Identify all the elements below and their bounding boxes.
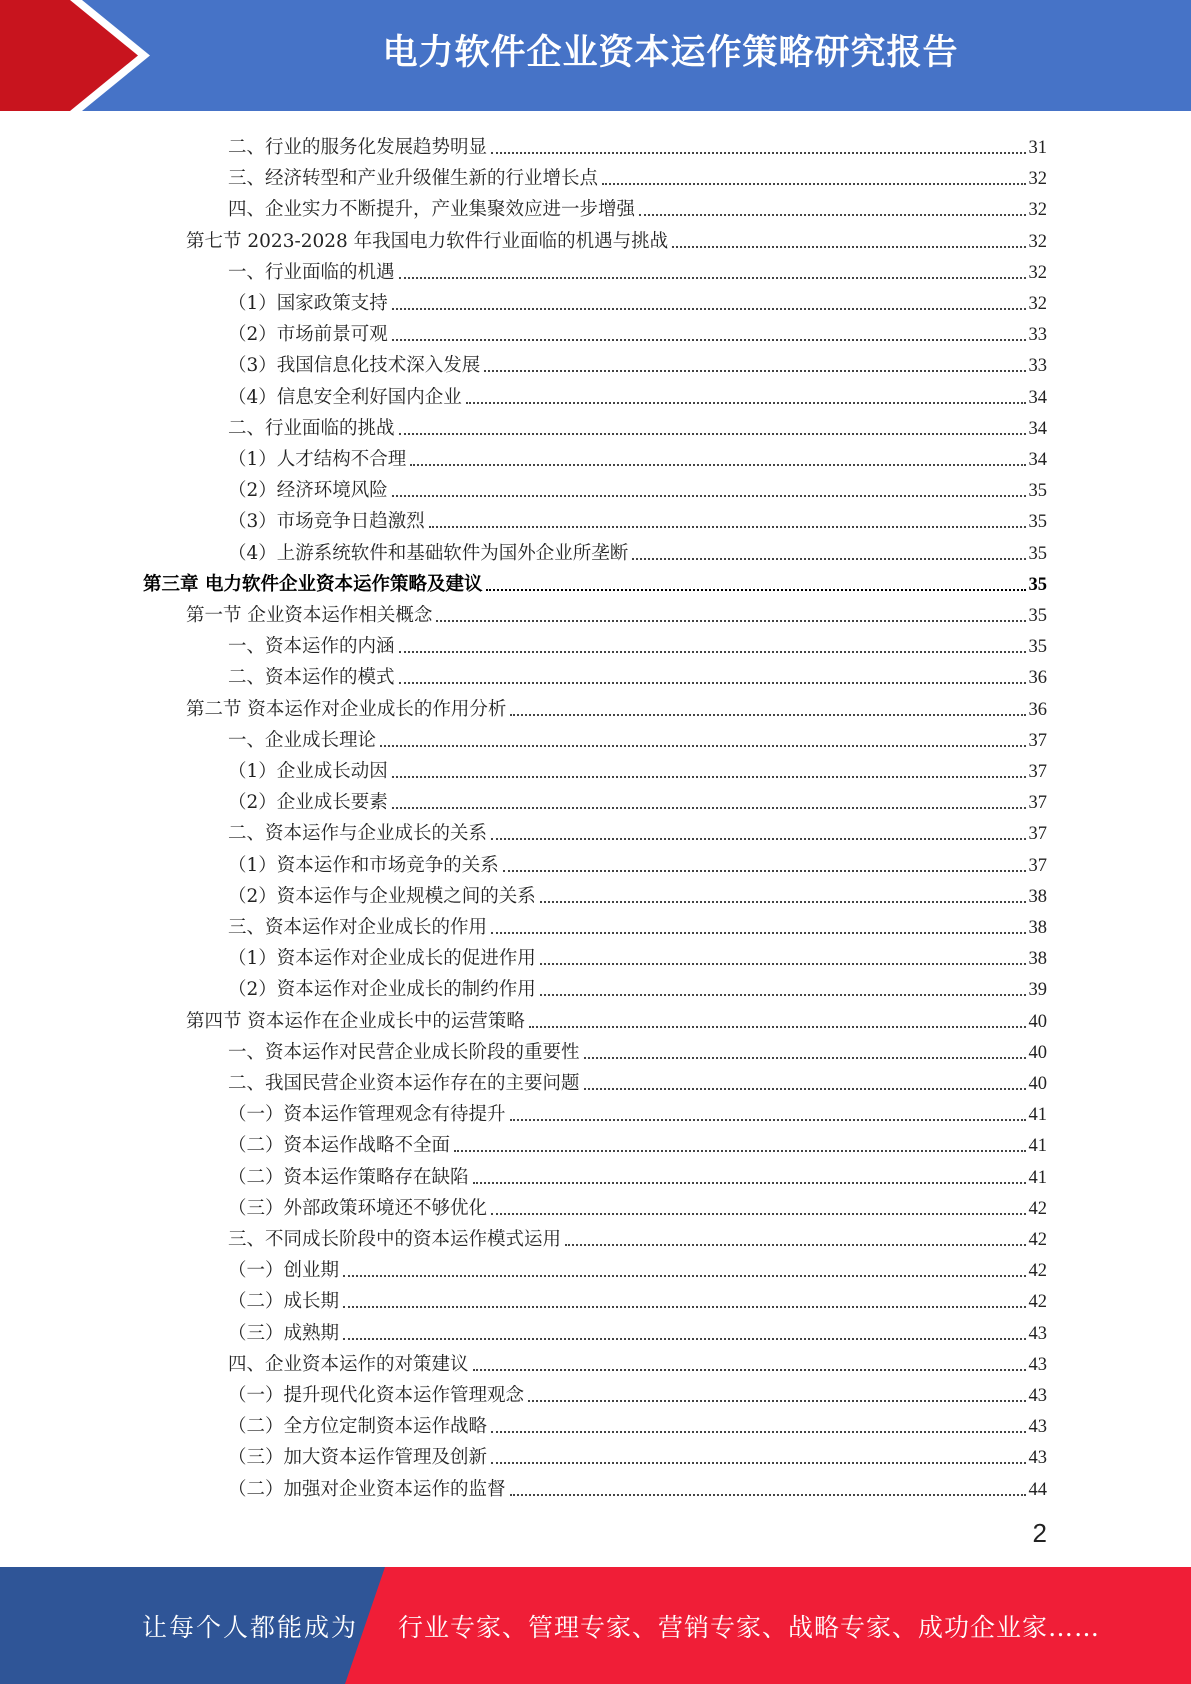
toc-entry-title: 二、资本运作与企业成长的关系 [228, 823, 488, 845]
toc-entry[interactable] [228, 409, 1047, 440]
toc-page-number: 43 [1028, 1323, 1047, 1344]
toc-entry[interactable] [228, 846, 1047, 877]
toc-entry[interactable] [228, 908, 1047, 939]
toc-entry-title: （二）全方位定制资本运作战略 [228, 1416, 488, 1438]
toc-page-number: 35 [1028, 481, 1047, 502]
toc-entry-title: （1）资本运作和市场竞争的关系 [228, 854, 499, 876]
toc-entry-title: （三）加大资本运作管理及创新 [228, 1447, 488, 1469]
toc-entry-title: 第四节 资本运作在企业成长中的运营策略 [186, 1010, 525, 1032]
toc-entry-title: （1）资本运作对企业成长的促进作用 [228, 948, 536, 970]
toc-entry[interactable] [228, 1126, 1047, 1157]
toc-entry[interactable] [228, 1158, 1047, 1189]
toc-dot-leader [565, 1244, 1025, 1246]
toc-page-number: 36 [1028, 668, 1047, 689]
toc-page-number: 44 [1028, 1479, 1047, 1500]
toc-page-number: 42 [1028, 1198, 1047, 1219]
toc-entry-title: （4）上游系统软件和基础软件为国外企业所垄断 [228, 542, 629, 564]
toc-page-number: 43 [1028, 1354, 1047, 1375]
toc-entry[interactable] [228, 502, 1047, 533]
toc-dot-leader [399, 277, 1026, 279]
toc-entry-title: 第三章 电力软件企业资本运作策略及建议 [143, 573, 483, 595]
toc-page-number: 43 [1028, 1417, 1047, 1438]
toc-entry-title: （1）国家政策支持 [228, 293, 388, 314]
toc-entry-title: 第一节 企业资本运作相关概念 [186, 605, 433, 626]
toc-entry[interactable] [228, 346, 1047, 377]
toc-entry[interactable] [228, 627, 1047, 658]
toc-entry[interactable] [228, 1189, 1047, 1220]
toc-dot-leader [503, 870, 1026, 872]
toc-dot-leader [436, 620, 1025, 622]
toc-page-number: 40 [1028, 1074, 1047, 1094]
toc-entry[interactable] [228, 534, 1047, 565]
toc-section[interactable] [186, 222, 1047, 253]
toc-entry[interactable] [228, 1470, 1047, 1501]
toc-page-number: 35 [1028, 637, 1047, 658]
toc-page-number: 40 [1028, 1011, 1047, 1032]
toc-entry[interactable] [228, 1033, 1047, 1064]
toc-page-number: 37 [1028, 793, 1047, 814]
toc-dot-leader [410, 464, 1025, 466]
toc-entry[interactable] [228, 128, 1047, 159]
toc-entry[interactable] [228, 1345, 1047, 1376]
toc-dot-leader [343, 1306, 1025, 1308]
toc-dot-leader [454, 1150, 1025, 1152]
toc-dot-leader [473, 1369, 1026, 1371]
toc-page-number: 43 [1028, 1448, 1047, 1469]
toc-section[interactable] [186, 1002, 1047, 1033]
toc-entry[interactable] [228, 1376, 1047, 1407]
toc-dot-leader [466, 402, 1026, 404]
toc-entry-title: （二）资本运作战略不全面 [228, 1135, 451, 1157]
toc-dot-leader [491, 838, 1025, 840]
toc-entry-title: （4）信息安全利好国内企业 [228, 386, 462, 408]
toc-page-number: 32 [1028, 200, 1047, 221]
toc-entry-title: （一）提升现代化资本运作管理观念 [228, 1385, 525, 1406]
toc-entry[interactable] [228, 1407, 1047, 1438]
toc-chapter[interactable] [143, 565, 1047, 596]
toc-page-number: 37 [1028, 730, 1047, 751]
header-arrow-icon [0, 0, 140, 111]
toc-dot-leader [392, 308, 1026, 310]
toc-entry-title: （2）市场前景可观 [228, 324, 388, 346]
toc-dot-leader [491, 1462, 1025, 1464]
toc-dot-leader [392, 807, 1026, 809]
footer-slogan-left: 让每个人都能成为 [142, 1613, 359, 1642]
toc-entry[interactable] [228, 814, 1047, 845]
toc-page-number: 37 [1028, 762, 1047, 782]
toc-page-number: 37 [1028, 855, 1047, 876]
toc-entry-title: （2）资本运作对企业成长的制约作用 [228, 979, 536, 1001]
toc-dot-leader [639, 214, 1025, 216]
toc-dot-leader [491, 152, 1025, 154]
toc-entry-title: 二、我国民营企业资本运作存在的主要问题 [228, 1073, 580, 1094]
toc-entry-title: 二、行业面临的挑战 [228, 417, 395, 439]
toc-entry[interactable] [228, 315, 1047, 346]
toc-entry[interactable] [228, 783, 1047, 814]
toc-dot-leader [540, 963, 1026, 965]
toc-entry-title: 一、企业成长理论 [228, 729, 377, 751]
toc-dot-leader [540, 901, 1026, 903]
toc-dot-leader [510, 714, 1025, 716]
toc-dot-leader [510, 1494, 1026, 1496]
toc-dot-leader [602, 183, 1025, 185]
toc-entry[interactable] [228, 471, 1047, 502]
toc-dot-leader [399, 433, 1026, 435]
footer-slogan-right: 行业专家、管理专家、营销专家、战略专家、成功企业家…… [398, 1613, 1101, 1642]
toc-page-number: 42 [1028, 1230, 1047, 1250]
toc-dot-leader [343, 1338, 1025, 1340]
toc-dot-leader [392, 776, 1026, 778]
toc-entry-title: （一）创业期 [228, 1260, 340, 1282]
toc-dot-leader [584, 1057, 1026, 1059]
page-footer [0, 1567, 1191, 1684]
toc-entry-title: 二、行业的服务化发展趋势明显 [228, 137, 488, 158]
toc-entry[interactable] [228, 1064, 1047, 1095]
toc-section[interactable] [186, 596, 1047, 627]
toc-dot-leader [528, 1400, 1025, 1402]
toc-page-number: 39 [1028, 980, 1047, 1001]
toc-entry[interactable] [228, 752, 1047, 783]
toc-page-number: 41 [1028, 1167, 1047, 1188]
toc-dot-leader [491, 932, 1025, 934]
toc-page-number: 38 [1028, 949, 1047, 970]
toc-entry-title: （三）外部政策环境还不够优化 [228, 1197, 488, 1219]
toc-page-number: 32 [1028, 294, 1047, 314]
toc-page-number: 41 [1028, 1136, 1047, 1157]
toc-entry-title: 二、资本运作的模式 [228, 667, 395, 689]
toc-page-number: 33 [1028, 325, 1047, 346]
toc-page-number: 43 [1028, 1386, 1047, 1406]
toc-entry[interactable] [228, 970, 1047, 1001]
toc-dot-leader [343, 1275, 1025, 1277]
toc-entry-title: （2）经济环境风险 [228, 480, 388, 502]
toc-entry-title: （二）加强对企业资本运作的监督 [228, 1478, 506, 1500]
toc-entry-title: （1）企业成长动因 [228, 761, 388, 782]
toc-entry-title: （2）企业成长要素 [228, 792, 388, 814]
toc-entry[interactable] [228, 284, 1047, 315]
toc-section[interactable] [186, 690, 1047, 721]
toc-entry[interactable] [228, 939, 1047, 970]
toc-dot-leader [380, 745, 1025, 747]
toc-page-number: 34 [1028, 418, 1047, 439]
toc-entry[interactable] [228, 877, 1047, 908]
page-number: 2 [1032, 1518, 1047, 1548]
toc-entry[interactable] [228, 658, 1047, 689]
toc-page-number: 32 [1028, 169, 1047, 190]
toc-page-number: 38 [1028, 918, 1047, 938]
toc-entry[interactable] [228, 253, 1047, 284]
toc-page-number: 38 [1028, 886, 1047, 907]
toc-dot-leader [392, 339, 1026, 341]
toc-page-number: 35 [1028, 606, 1047, 626]
toc-page-number: 35 [1028, 543, 1047, 564]
toc-entry-title: 四、企业资本运作的对策建议 [228, 1353, 469, 1375]
toc-entry-title: 三、经济转型和产业升级催生新的行业增长点 [228, 168, 599, 190]
toc-dot-leader [392, 495, 1026, 497]
toc-entry-title: （1）人才结构不合理 [228, 449, 407, 470]
toc-dot-leader [529, 1026, 1026, 1028]
toc-page-number: 42 [1028, 1292, 1047, 1313]
toc-entry-title: （二）资本运作策略存在缺陷 [228, 1166, 469, 1188]
toc-entry-title: 第二节 资本运作对企业成长的作用分析 [186, 698, 507, 720]
toc-page-number: 32 [1028, 231, 1047, 252]
toc-dot-leader [672, 246, 1025, 248]
toc-dot-leader [484, 370, 1025, 372]
toc-dot-leader [491, 1213, 1025, 1215]
toc-entry[interactable] [228, 378, 1047, 409]
toc-entry[interactable] [228, 721, 1047, 752]
toc-entry-title: （二）成长期 [228, 1291, 340, 1313]
toc-page-number: 42 [1028, 1261, 1047, 1282]
toc-entry-title: （3）我国信息化技术深入发展 [228, 355, 481, 377]
toc-page-number: 41 [1028, 1105, 1047, 1126]
toc-dot-leader [632, 558, 1025, 560]
toc-entry[interactable] [228, 440, 1047, 471]
toc-page-number: 34 [1028, 387, 1047, 408]
toc-dot-leader [399, 682, 1026, 684]
toc-entry-title: 一、资本运作的内涵 [228, 636, 395, 658]
toc-page-number: 40 [1028, 1042, 1047, 1063]
toc-entry-title: 三、不同成长阶段中的资本运作模式运用 [228, 1229, 562, 1250]
toc-dot-leader [429, 526, 1026, 528]
toc-page-number: 37 [1028, 824, 1047, 845]
toc-page-number: 35 [1028, 574, 1047, 595]
toc-page-number: 33 [1028, 356, 1047, 377]
toc-dot-leader [540, 994, 1026, 996]
toc-dot-leader [399, 651, 1026, 653]
toc-page-number: 32 [1028, 262, 1047, 283]
toc-entry-title: （3）市场竞争日趋激烈 [228, 511, 425, 533]
toc-dot-leader [584, 1088, 1026, 1090]
toc-page-number: 34 [1028, 450, 1047, 470]
report-title: 电力软件企业资本运作策略研究报告 [382, 33, 959, 73]
toc-dot-leader [486, 589, 1025, 591]
toc-dot-leader [510, 1119, 1026, 1121]
page-header [0, 0, 1191, 111]
toc-entry[interactable] [228, 1282, 1047, 1313]
toc-entry[interactable] [228, 1095, 1047, 1126]
toc-entry-title: （一）资本运作管理观念有待提升 [228, 1104, 506, 1126]
toc-page-number: 36 [1028, 699, 1047, 720]
toc-entry[interactable] [228, 190, 1047, 221]
toc-entry-title: 四、企业实力不断提升，产业集聚效应进一步增强 [228, 199, 636, 221]
toc-entry[interactable] [228, 1314, 1047, 1345]
toc-entry[interactable] [228, 1251, 1047, 1282]
toc-entry-title: 一、资本运作对民营企业成长阶段的重要性 [228, 1041, 580, 1063]
toc-dot-leader [473, 1182, 1026, 1184]
toc-entry[interactable] [228, 1220, 1047, 1251]
toc-entry-title: 一、行业面临的机遇 [228, 261, 395, 283]
toc-dot-leader [491, 1431, 1025, 1433]
toc-entry[interactable] [228, 159, 1047, 190]
toc-entry-title: （2）资本运作与企业规模之间的关系 [228, 885, 536, 907]
toc-page-number: 35 [1028, 512, 1047, 533]
toc-entry-title: 三、资本运作对企业成长的作用 [228, 917, 488, 938]
toc-page-number: 31 [1028, 138, 1047, 158]
toc-entry[interactable] [228, 1438, 1047, 1469]
toc-entry-title: 第七节 2023-2028 年我国电力软件行业面临的机遇与挑战 [186, 230, 669, 252]
toc-entry-title: （三）成熟期 [228, 1322, 340, 1344]
